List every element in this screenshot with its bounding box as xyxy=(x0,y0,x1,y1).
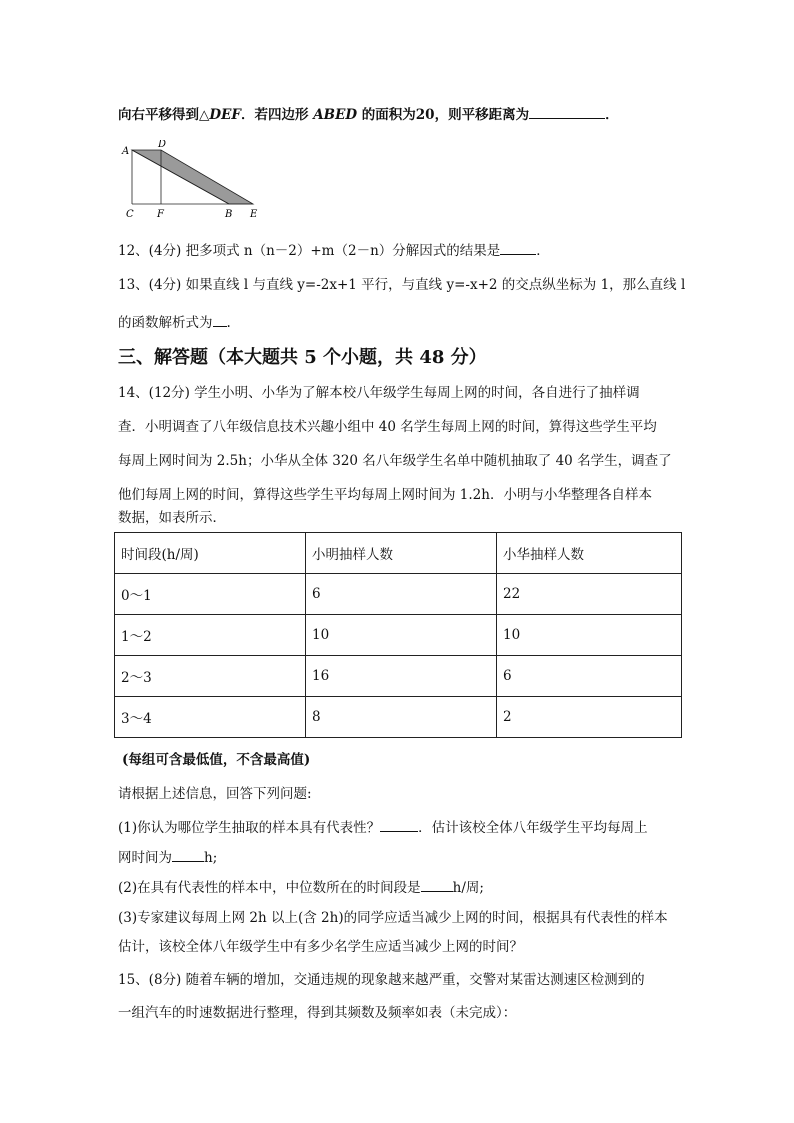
table-cell: 6 xyxy=(306,574,497,615)
q14-line-1: 14、(12分) 学生小明、小华为了解本校八年级学生每周上网的时间，各自进行了抽样调 xyxy=(118,385,640,401)
q15-line-2: 一组汽车的时速数据进行整理，得到其频数及频率如表（未完成）： xyxy=(118,1005,517,1021)
sample-table xyxy=(114,532,682,738)
answer-blank-q14-1b xyxy=(172,847,204,862)
point-label-a: A xyxy=(122,146,130,157)
shaded-quadrilateral-abed xyxy=(132,150,253,204)
answer-blank-q11 xyxy=(529,104,605,119)
table-row xyxy=(115,615,682,656)
answer-blank-q14-1a xyxy=(380,817,418,832)
table-cell: 2 xyxy=(497,697,682,738)
q14-line-3: 每周上网时间为 2.5h；小华从全体 320 名八年级学生名单中随机抽取了 40 名学生，调查了 xyxy=(118,453,672,469)
point-label-b: B xyxy=(225,209,233,220)
q11-text: 向右平移得到△DEF．若四边形 ABED 的面积为20，则平移距离为 ． xyxy=(118,104,619,124)
q15-line-1: 15、(8分) 随着车辆的增加，交通违规的现象越来越严重，交警对某雷达测速区检测到的 xyxy=(118,972,645,988)
q14-part-3-line-1: (3)专家建议每周上网 2h 以上(含 2h)的同学应适当减少上网的时间，根据具有代表性的样本 xyxy=(118,910,668,926)
table-header-row xyxy=(115,533,682,574)
point-label-f: F xyxy=(157,209,164,220)
q14-line-4: 他们每周上网的时间，算得这些学生平均每周上网时间为 1.2h．小明与小华整理各自样本 xyxy=(118,487,652,503)
table-header-cell: 时间段(h/周) xyxy=(115,533,306,574)
question-13-line-1: 13、(4分) 如果直线 l 与直线 y=-2x+1 平行，与直线 y=-x+2 的交点纵坐标为 1，那么直线 l xyxy=(118,277,686,293)
table-note: (每组可含最低值，不含最高值) xyxy=(122,752,311,768)
point-label-d: D xyxy=(158,140,167,150)
q14-part-1-line-1: (1)你认为哪位学生抽取的样本具有代表性？ ．估计该校全体八年级学生平均每周上 xyxy=(118,817,648,837)
q14-prompt: 请根据上述信息，回答下列问题: xyxy=(118,786,312,802)
q14-part-3-line-2: 估计，该校全体八年级学生中有多少名学生应适当减少上网的时间？ xyxy=(118,939,523,955)
table-cell: 3～4 xyxy=(115,697,306,738)
segment-ab xyxy=(132,150,229,204)
q14-line-2: 查．小明调查了八年级信息技术兴趣小组中 40 名学生每周上网的时间，算得这些学生平均 xyxy=(118,419,657,435)
table-row xyxy=(115,697,682,738)
point-label-e: E xyxy=(250,209,258,220)
table-cell: 2～3 xyxy=(115,656,306,697)
table-cell: 6 xyxy=(497,656,682,697)
q14-part-1-line-2: 网时间为 h; xyxy=(118,847,217,867)
table-row xyxy=(115,656,682,697)
table-cell: 22 xyxy=(497,574,682,615)
triangle-def-label: DEF xyxy=(209,107,241,123)
answer-blank-q13 xyxy=(213,312,227,327)
table-cell: 10 xyxy=(306,615,497,656)
table-cell: 8 xyxy=(306,697,497,738)
answer-blank-q14-2 xyxy=(421,877,453,892)
answer-blank-q12 xyxy=(500,240,536,255)
question-12: 12、(4分) 把多项式 n（n－2）+m（2－n）分解因式的结果是 ． xyxy=(118,240,550,260)
table-cell: 10 xyxy=(497,615,682,656)
quad-abed-label: ABED xyxy=(313,107,358,123)
table-header-cell: 小华抽样人数 xyxy=(497,533,682,574)
table-cell: 0～1 xyxy=(115,574,306,615)
table-cell: 1～2 xyxy=(115,615,306,656)
q14-part-2: (2)在具有代表性的样本中，中位数所在的时间段是 h/周; xyxy=(118,877,484,897)
table-header-cell: 小明抽样人数 xyxy=(306,533,497,574)
point-label-c: C xyxy=(126,209,134,220)
section-heading: 三、解答题（本大题共 5 个小题，共 48 分） xyxy=(118,347,487,368)
q14-line-5: 数据，如表所示． xyxy=(118,510,226,526)
table-cell: 16 xyxy=(306,656,497,697)
table-row xyxy=(115,574,682,615)
translation-figure xyxy=(118,140,268,222)
question-13-line-2: 的函数解析式为 . xyxy=(118,312,231,332)
